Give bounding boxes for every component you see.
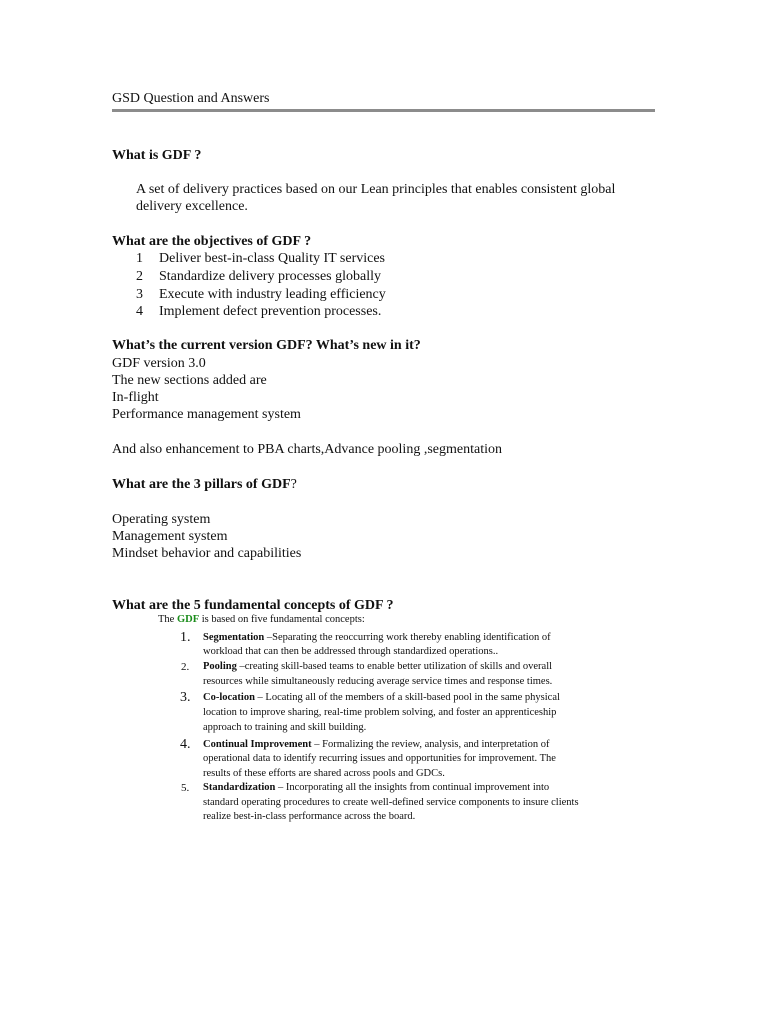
concept-number: 3. [180, 690, 191, 705]
answer-line: A set of delivery practices based on our Lean principles that enables consistent global [136, 182, 616, 197]
concept-sep: – [275, 782, 286, 793]
intro-text: is based on five fundamental concepts: [199, 614, 365, 625]
list-item: Standardize delivery processes globally [159, 269, 381, 284]
question-text: What are the 3 pillars of GDF [112, 477, 291, 492]
concept-sep: – [264, 632, 273, 643]
concept-item [203, 782, 549, 793]
concept-line: resources while simultaneously reducing average service times and response times. [203, 676, 553, 687]
answer-line: The new sections added are [112, 373, 267, 388]
concept-title: Continual Improvement [203, 739, 312, 750]
list-number: 1 [136, 251, 143, 266]
title-divider [112, 109, 655, 112]
concept-number: 1. [180, 630, 191, 645]
concept-line: approach to training and skill building. [203, 722, 367, 733]
concepts-intro [158, 614, 365, 625]
list-item: Implement defect prevention processes. [159, 304, 382, 319]
concept-title: Co-location [203, 692, 255, 703]
list-number: 4 [136, 304, 143, 319]
list-number: 2 [136, 269, 143, 284]
answer-line: Operating system [112, 512, 211, 527]
answer-line: Management system [112, 529, 228, 544]
concept-item [203, 632, 551, 643]
concept-title: Pooling [203, 661, 237, 672]
concept-line: operational data to identify recurring issues and opportunities for improvement. The [203, 753, 556, 764]
intro-text: The [158, 614, 177, 625]
concept-sep: – [236, 661, 245, 672]
answer-line: delivery excellence. [136, 199, 248, 214]
question-fundamental-concepts: What are the 5 fundamental concepts of GDF ? [112, 598, 394, 613]
concept-line: standard operating procedures to create well-defined service components to insure clients [203, 797, 579, 808]
concept-line: results of these efforts are shared across pools and GDCs. [203, 768, 445, 779]
concept-text: Separating the reoccurring work thereby enabling identification of [272, 632, 551, 643]
list-item: Execute with industry leading efficiency [159, 287, 386, 302]
concept-number: 2. [181, 661, 190, 673]
concept-item [203, 739, 549, 750]
concept-text: Formalizing the review, analysis, and interpretation of [322, 739, 550, 750]
answer-line: In-flight [112, 390, 159, 405]
concept-item [203, 692, 560, 703]
concept-sep: – [311, 739, 323, 750]
list-item: Deliver best-in-class Quality IT services [159, 251, 386, 266]
question-three-pillars [112, 477, 297, 493]
answer-line: And also enhancement to PBA charts,Advance pooling ,segmentation [112, 442, 502, 457]
question-current-version: What’s the current version GDF? What’s new in it? [112, 338, 421, 353]
concept-text: Locating all of the members of a skill-based pool in the same physical [265, 692, 560, 703]
intro-gdf: GDF [176, 614, 200, 625]
question-mark: ? [290, 477, 297, 492]
document-title: GSD Question and Answers [112, 91, 270, 106]
list-number: 3 [136, 287, 143, 302]
concept-number: 4. [180, 737, 191, 752]
question-objectives: What are the objectives of GDF ? [112, 234, 312, 249]
concept-title: Standardization [203, 782, 276, 793]
concept-line: realize best-in-class performance across the board. [203, 811, 416, 822]
concept-line: workload that can then be addressed through standardized operations.. [203, 646, 499, 657]
answer-line: GDF version 3.0 [112, 356, 206, 371]
concept-text: Incorporating all the insights from continual improvement into [285, 782, 550, 793]
concept-text: creating skill-based teams to enable better utilization of skills and overall [244, 661, 553, 672]
question-what-is-gdf: What is GDF ? [112, 148, 202, 163]
answer-line: Mindset behavior and capabilities [112, 546, 302, 561]
concept-sep: – [254, 692, 266, 703]
concept-line: location to improve sharing, real-time problem solving, and foster an apprenticeship [203, 707, 557, 718]
concept-item [203, 661, 552, 672]
concept-number: 5. [181, 782, 190, 794]
concept-title: Segmentation [203, 632, 265, 643]
answer-line: Performance management system [112, 407, 301, 422]
